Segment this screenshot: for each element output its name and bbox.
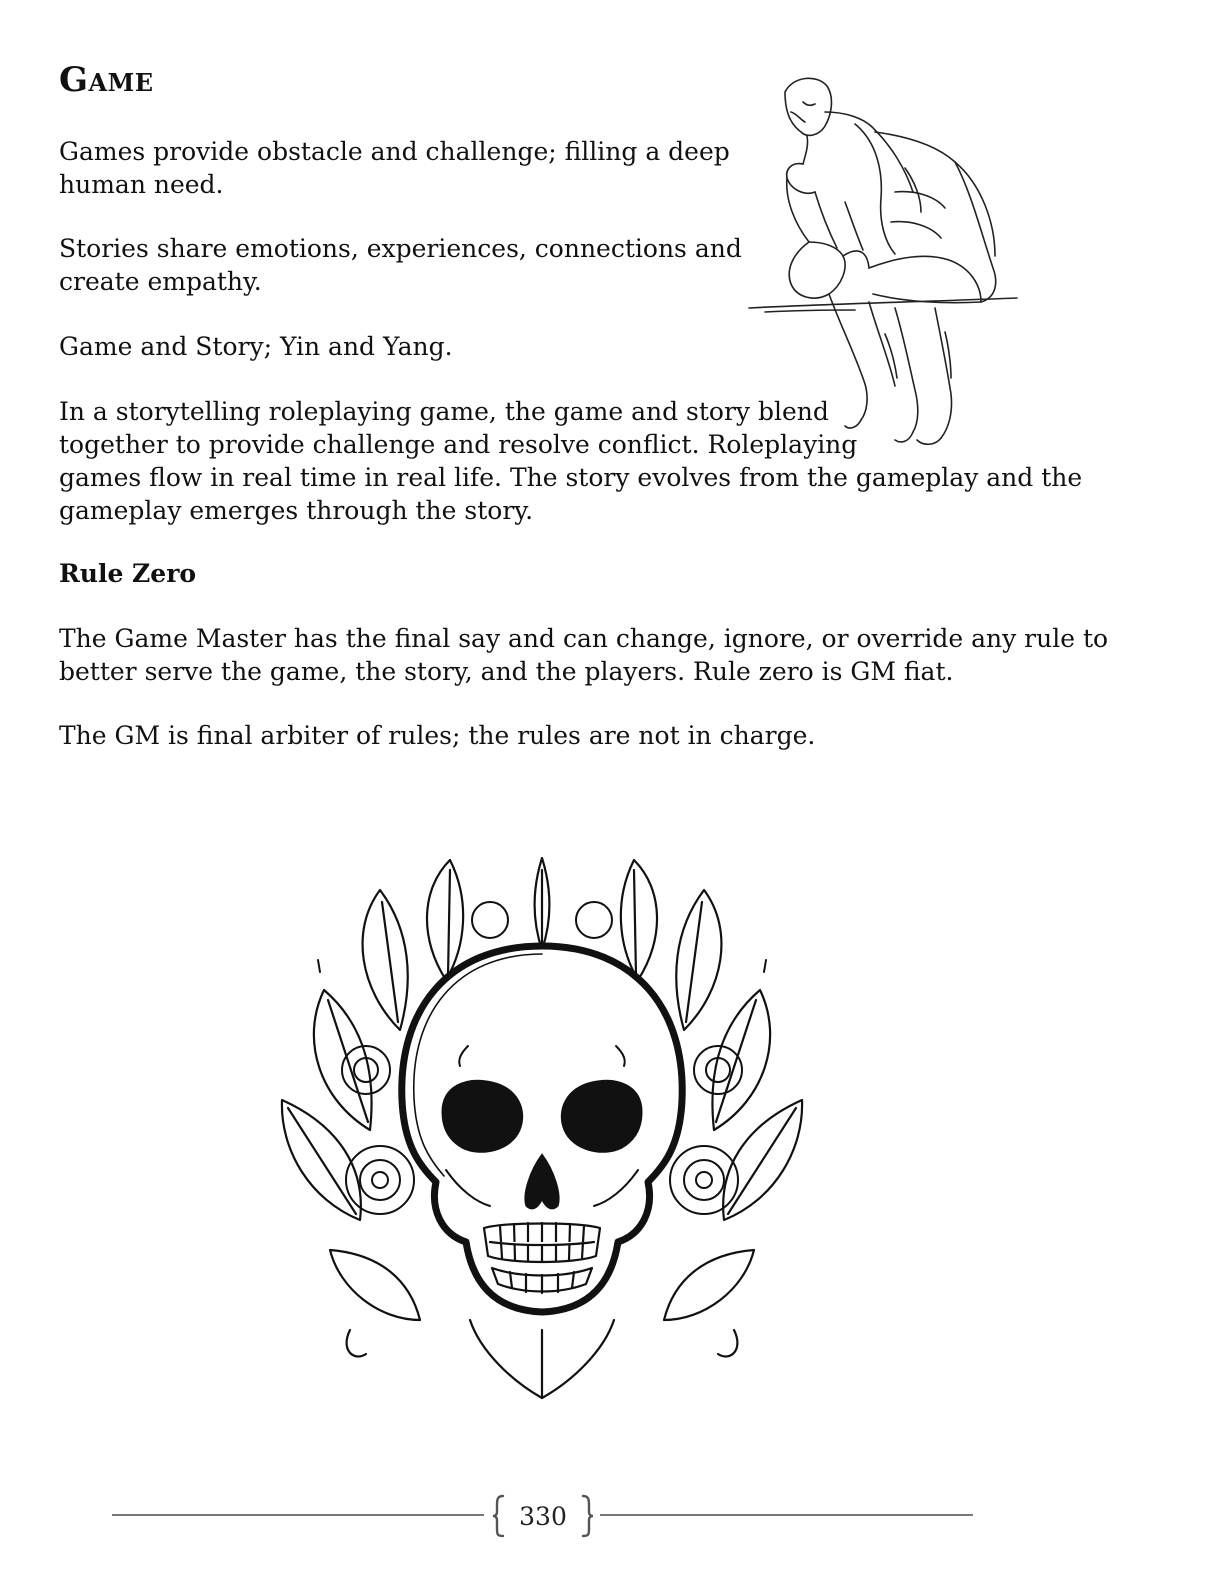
- text-line: human need.: [59, 170, 224, 199]
- skull-with-leaves-illustration: [270, 850, 815, 1405]
- text-line: Stories share emotions, experiences, connections and: [59, 234, 742, 263]
- thinker-figure-illustration: [745, 72, 1025, 452]
- paragraph-stories: [59, 232, 742, 298]
- text-line: gameplay emerges through the story.: [59, 496, 534, 525]
- footer-rule-right: [600, 1514, 973, 1516]
- text-line: create empathy.: [59, 267, 262, 296]
- paragraph-yin-yang: [59, 330, 453, 363]
- text-line: Games provide obstacle and challenge; filling a deep: [59, 137, 730, 166]
- text-line: together to provide challenge and resolve conflict. Roleplaying: [59, 430, 858, 459]
- text-line: Game and Story; Yin and Yang.: [59, 332, 453, 361]
- paragraph-gm-arbiter: [59, 719, 815, 752]
- paragraph-rule-zero: [59, 622, 1108, 688]
- page-number: [493, 1494, 593, 1538]
- footer-rule-left: [112, 1514, 484, 1516]
- text-line: The GM is final arbiter of rules; the rules are not in charge.: [59, 721, 816, 750]
- text-line: games flow in real time in real life. The story evolves from the gameplay and the: [59, 463, 1083, 492]
- section-heading-rule-zero: Rule Zero: [59, 559, 197, 588]
- text-line: better serve the game, the story, and the players. Rule zero is GM fiat.: [59, 657, 954, 686]
- text-line: The Game Master has the final say and can change, ignore, or override any rule to: [59, 624, 1109, 653]
- paragraph-games: [59, 135, 730, 201]
- page-title: Game: [59, 60, 154, 100]
- page-number-text: 330: [519, 1502, 567, 1531]
- text-line: In a storytelling roleplaying game, the game and story blend: [59, 397, 829, 426]
